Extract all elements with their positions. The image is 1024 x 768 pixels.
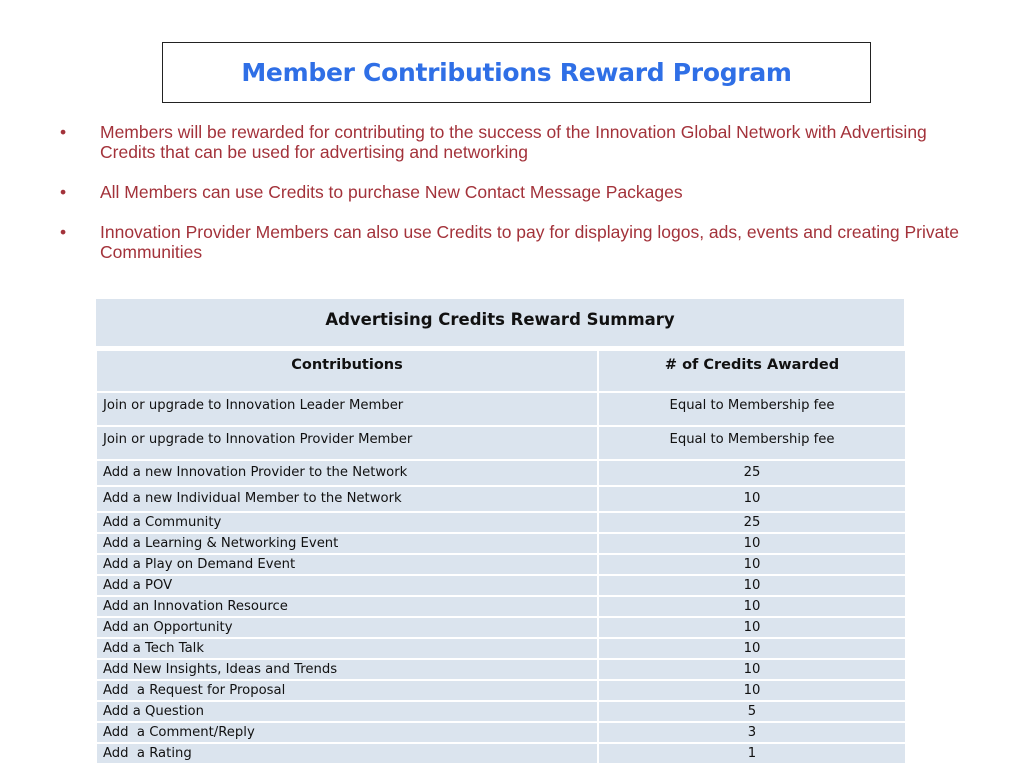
cell-credits: 10: [598, 533, 906, 554]
table-row: [96, 596, 906, 617]
cell-credits: 1: [598, 743, 906, 764]
cell-credits: 5: [598, 701, 906, 722]
cell-credits: 10: [598, 486, 906, 512]
table-row: [96, 575, 906, 596]
bullet-item: [60, 182, 960, 202]
page-title: Member Contributions Reward Program: [241, 58, 792, 87]
table-row: [96, 680, 906, 701]
table-row: [96, 554, 906, 575]
bullet-text: Innovation Provider Members can also use Credits to pay for displaying logos, ads, events and creating Private Communities: [100, 222, 959, 262]
cell-contribution: Add a Community: [96, 512, 598, 533]
bullet-item: [60, 222, 960, 262]
table-row: [96, 701, 906, 722]
cell-credits: 10: [598, 575, 906, 596]
bullet-text: Members will be rewarded for contributing to the success of the Innovation Global Network with Advertising Credits that can be used for advertising and networking: [100, 122, 927, 162]
title-box: [162, 42, 871, 103]
cell-credits: Equal to Membership fee: [598, 426, 906, 460]
bullet-item: [60, 122, 960, 162]
cell-credits: 10: [598, 617, 906, 638]
cell-credits: 10: [598, 554, 906, 575]
cell-credits: 10: [598, 596, 906, 617]
cell-contribution: Add a Comment/Reply: [96, 722, 598, 743]
cell-contribution: Add an Innovation Resource: [96, 596, 598, 617]
bullet-marker: •: [60, 182, 67, 202]
table-row: [96, 743, 906, 764]
table-row: [96, 392, 906, 426]
cell-contribution: Join or upgrade to Innovation Provider Member: [96, 426, 598, 460]
cell-credits: 3: [598, 722, 906, 743]
table-row: [96, 617, 906, 638]
cell-contribution: Add a Learning & Networking Event: [96, 533, 598, 554]
cell-credits: 10: [598, 680, 906, 701]
column-header-contributions: Contributions: [96, 350, 598, 392]
table-row: [96, 486, 906, 512]
bullet-marker: •: [60, 122, 67, 142]
cell-contribution: Add a Question: [96, 701, 598, 722]
cell-contribution: Add an Opportunity: [96, 617, 598, 638]
table-row: [96, 659, 906, 680]
table-row: [96, 722, 906, 743]
cell-contribution: Add a Tech Talk: [96, 638, 598, 659]
cell-credits: Equal to Membership fee: [598, 392, 906, 426]
bullet-marker: •: [60, 222, 67, 242]
table-row: [96, 426, 906, 460]
cell-contribution: Add a Play on Demand Event: [96, 554, 598, 575]
table-row: [96, 638, 906, 659]
bullet-text: All Members can use Credits to purchase New Contact Message Packages: [100, 182, 683, 202]
cell-contribution: Add a Request for Proposal: [96, 680, 598, 701]
cell-credits: 25: [598, 460, 906, 486]
cell-contribution: Add a POV: [96, 575, 598, 596]
cell-credits: 10: [598, 638, 906, 659]
cell-credits: 10: [598, 659, 906, 680]
table-caption: Advertising Credits Reward Summary: [95, 298, 905, 347]
credits-table: [95, 349, 907, 765]
table-row: [96, 533, 906, 554]
column-header-credits: # of Credits Awarded: [598, 350, 906, 392]
cell-contribution: Join or upgrade to Innovation Leader Member: [96, 392, 598, 426]
table-header-row: [96, 350, 906, 392]
cell-credits: 25: [598, 512, 906, 533]
cell-contribution: Add a new Individual Member to the Network: [96, 486, 598, 512]
cell-contribution: Add a new Innovation Provider to the Network: [96, 460, 598, 486]
cell-contribution: Add New Insights, Ideas and Trends: [96, 659, 598, 680]
cell-contribution: Add a Rating: [96, 743, 598, 764]
table-row: [96, 460, 906, 486]
reward-summary-table: [95, 298, 905, 765]
table-body: [96, 392, 906, 764]
table-row: [96, 512, 906, 533]
bullet-list: [60, 122, 960, 282]
